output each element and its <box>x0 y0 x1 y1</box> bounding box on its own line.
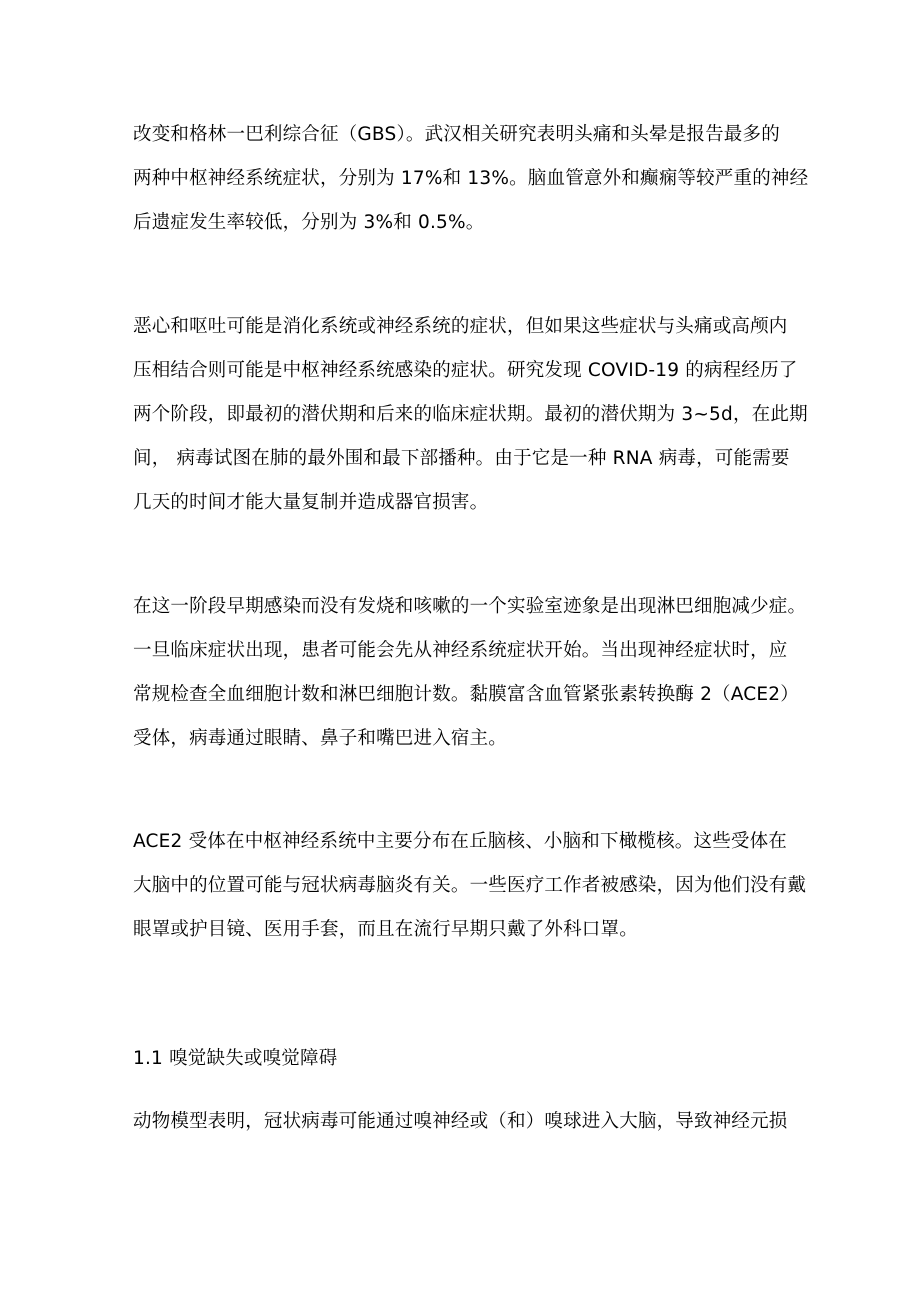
paragraph-incubation-period <box>133 305 808 525</box>
text-line: 常规检查全血细胞计数和淋巴细胞计数。黏膜富含血管紧张素转换酶 2（ACE2） <box>133 684 799 705</box>
text-line: ACE2 受体在中枢神经系统中主要分布在丘脑核、小脑和下橄榄核。这些受体在 <box>133 831 787 852</box>
paragraph-ace2-receptors <box>133 820 807 952</box>
text-line: 大脑中的位置可能与冠状病毒脑炎有关。一些医疗工作者被感染，因为他们没有戴 <box>133 875 807 896</box>
text-line: 几天的时间才能大量复制并造成器官损害。 <box>133 492 489 513</box>
text-line: 改变和格林一巴利综合征（GBS）。武汉相关研究表明头痛和头晕是报告最多的 <box>133 124 780 145</box>
text-line: 后遗症发生率较低，分别为 3%和 0.5%。 <box>133 212 485 233</box>
text-line: 压相结合则可能是中枢神经系统感染的症状。研究发现 COVID-19 的病程经历了 <box>133 360 798 381</box>
section-heading-text: 1.1 嗅觉缺失或嗅觉障碍 <box>133 1048 338 1069</box>
text-line: 眼罩或护目镜、医用手套，而且在流行早期只戴了外科口罩。 <box>133 919 638 940</box>
paragraph-neurological-symptoms <box>133 113 809 245</box>
text-line: 间， 病毒试图在肺的最外围和最下部播种。由于它是一种 RNA 病毒，可能需要 <box>133 448 790 469</box>
text-line: 动物模型表明，冠状病毒可能通过嗅神经或（和）嗅球进入大脑，导致神经元损 <box>133 1111 788 1132</box>
text-line: 一旦临床症状出现，患者可能会先从神经系统症状开始。当出现神经症状时，应 <box>133 640 788 661</box>
text-line: 恶心和呕吐可能是消化系统或神经系统的症状，但如果这些症状与头痛或高颅内 <box>133 316 788 337</box>
text-line: 在这一阶段早期感染而没有发烧和咳嗽的一个实验室迹象是出现淋巴细胞减少症。 <box>133 596 807 617</box>
paragraph-animal-models <box>133 1100 798 1144</box>
section-heading <box>133 1037 798 1081</box>
text-line: 两个阶段，即最初的潜伏期和后来的临床症状期。最初的潜伏期为 3~5d，在此期 <box>133 404 808 425</box>
paragraph-lymphopenia <box>133 585 807 761</box>
text-line: 两种中枢神经系统症状，分别为 17%和 13%。脑血管意外和癫痫等较严重的神经 <box>133 168 809 189</box>
text-line: 受体，病毒通过眼睛、鼻子和嘴巴进入宿主。 <box>133 728 508 749</box>
